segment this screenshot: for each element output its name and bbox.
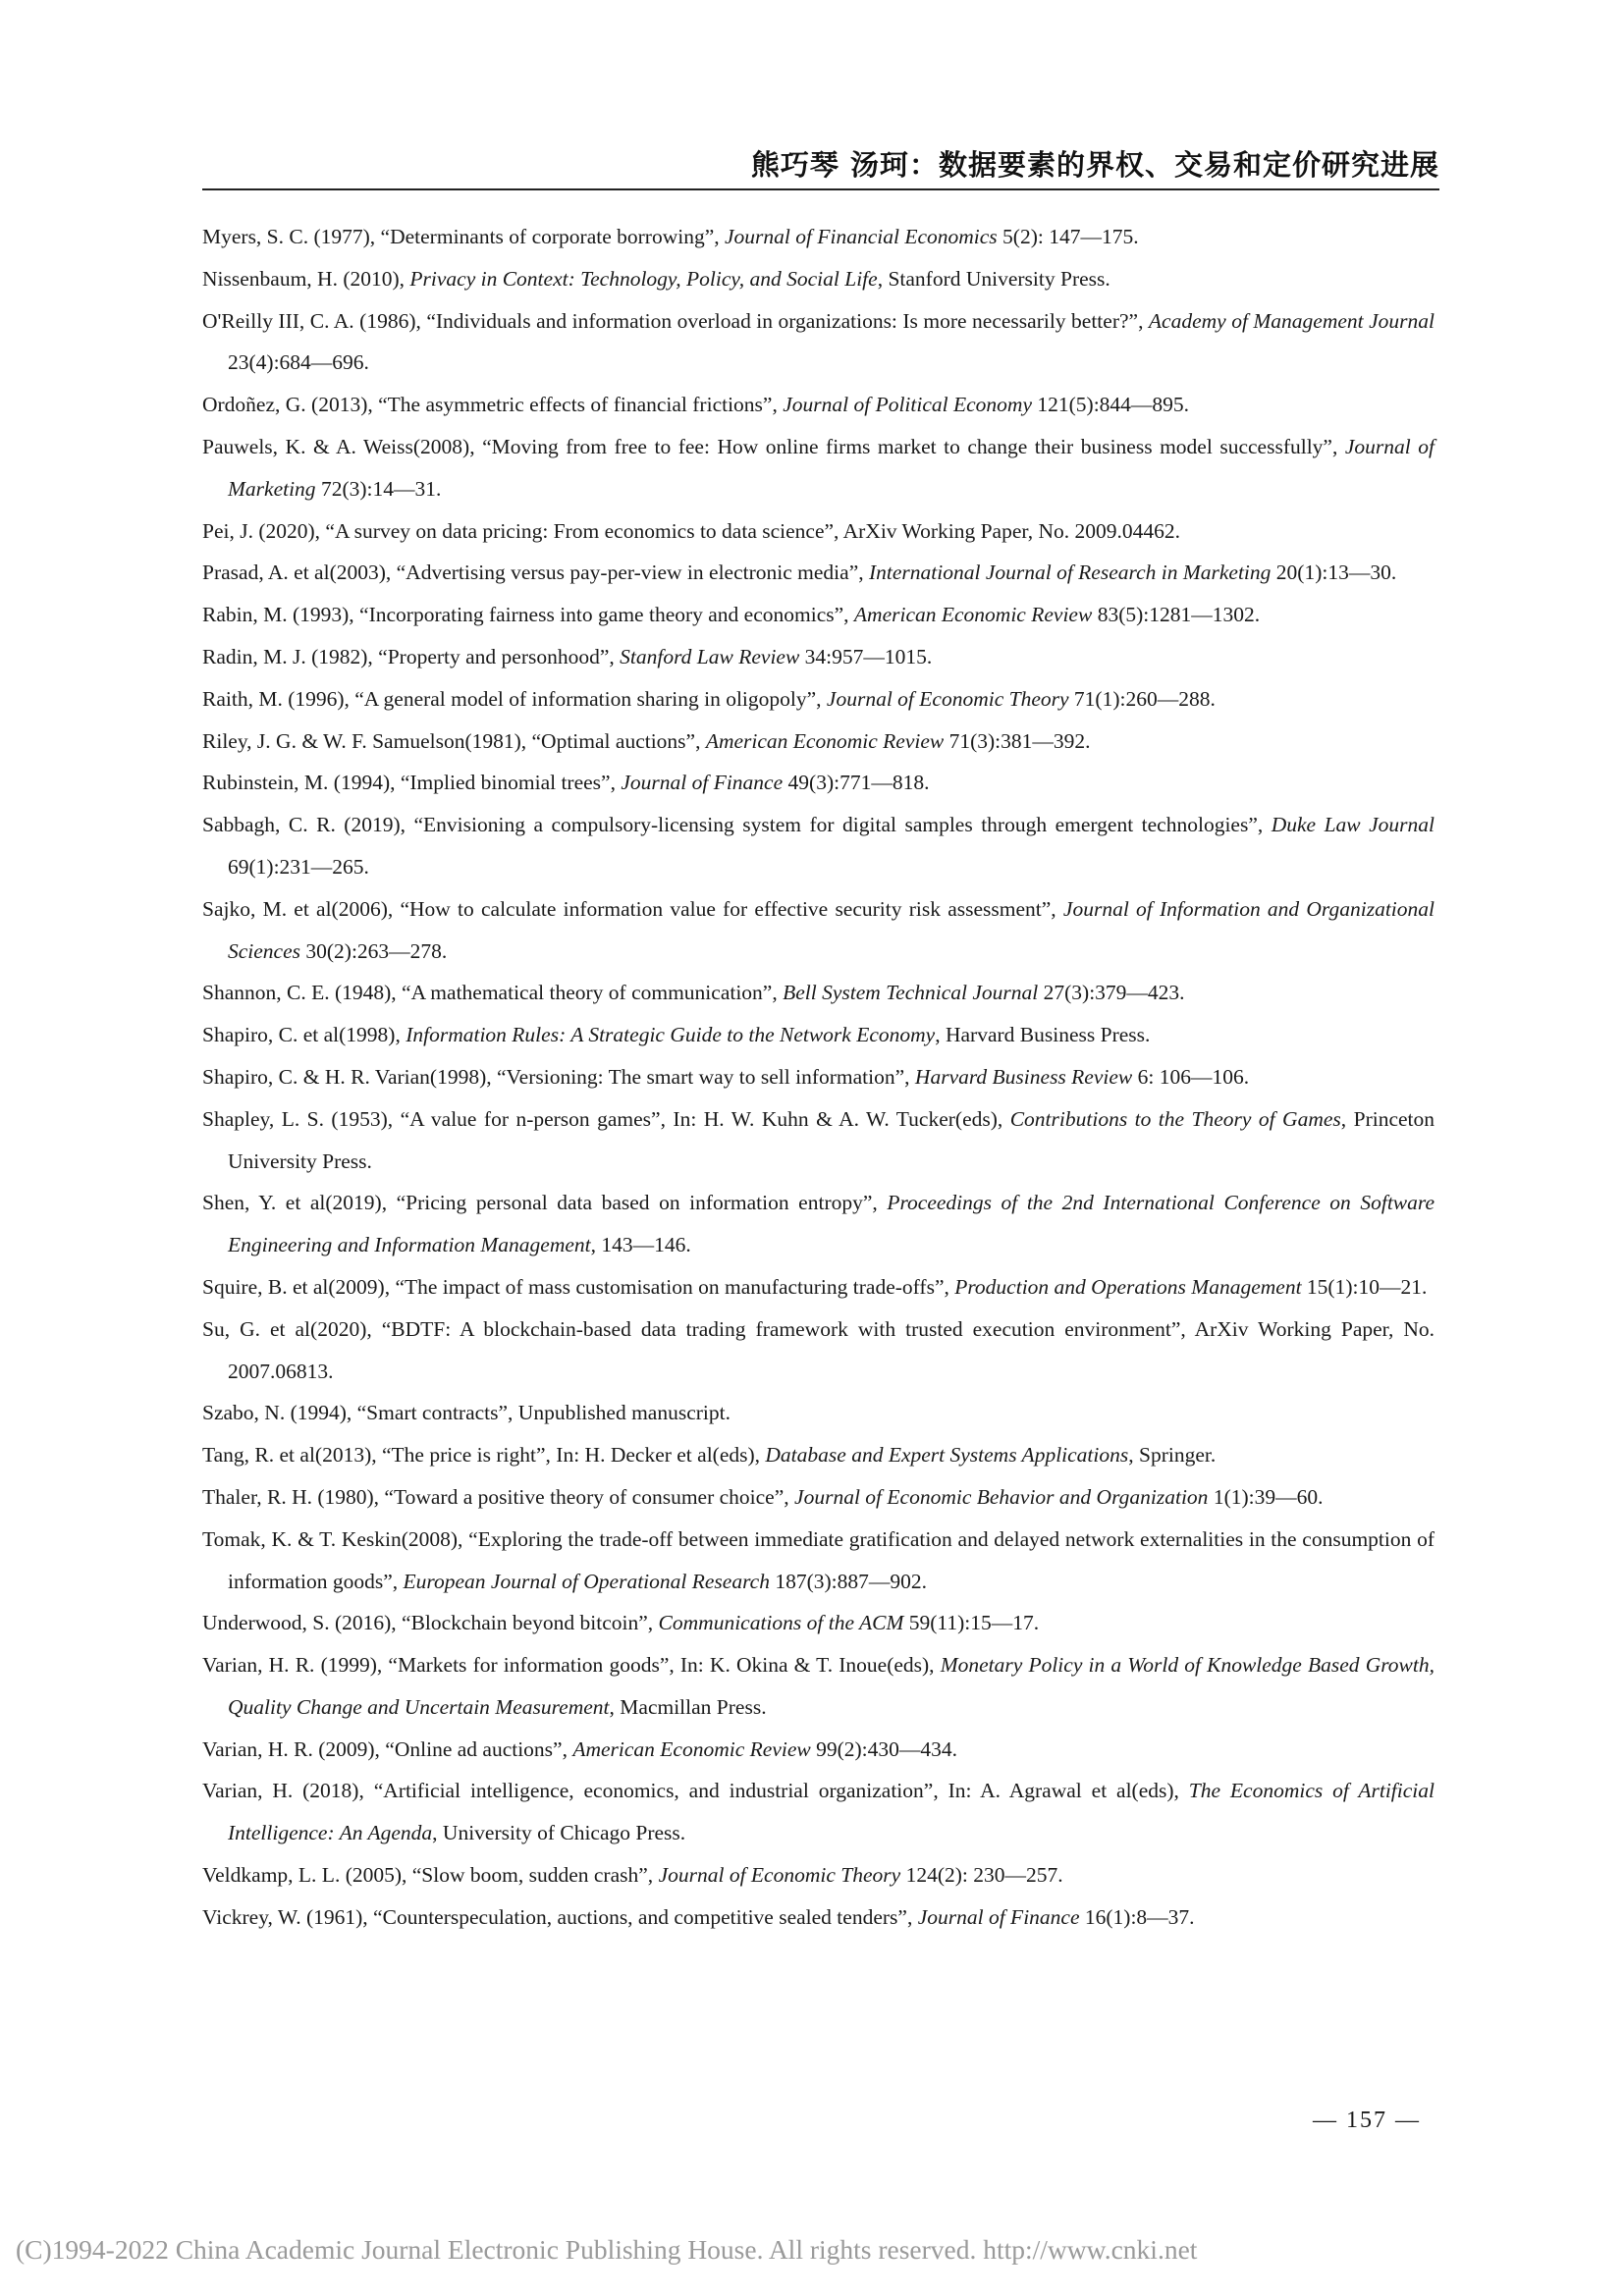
reference-entry <box>202 384 1435 426</box>
reference-locator: 71(1):260—288. <box>1068 686 1216 711</box>
reference-entry <box>202 216 1435 258</box>
reference-text: Sajko, M. et al(2006), “How to calculate information value for effective security risk assessment”, <box>202 896 1063 921</box>
reference-source: European Journal of Operational Research <box>403 1569 770 1593</box>
copyright-watermark: (C)1994-2022 China Academic Journal Electronic Publishing House. All rights reserved. http://www.cnki.net <box>16 2234 1198 2265</box>
reference-locator: 5(2): 147—175. <box>997 225 1139 248</box>
reference-source: Harvard Business Review <box>914 1064 1133 1089</box>
reference-locator: , Princeton University Press. <box>228 1106 1435 1173</box>
reference-text: Pei, J. (2020), “A survey on data pricing: From economics to data science”, ArXiv Working Paper, No. 2009.04462. <box>202 518 1180 543</box>
reference-source: International Journal of Research in Marketing <box>868 561 1272 585</box>
reference-locator: 124(2): 230—257. <box>900 1863 1063 1888</box>
reference-locator: 71(3):381—392. <box>944 728 1091 753</box>
reference-locator: 49(3):771—818. <box>783 771 930 795</box>
reference-source: Journal of Finance <box>621 771 784 795</box>
reference-entry <box>202 636 1435 678</box>
reference-text: Sabbagh, C. R. (2019), “Envisioning a compulsory-licensing system for digital samples through emergent technologies”, <box>202 813 1272 837</box>
reference-text: Shapley, L. S. (1953), “A value for n-person games”, In: H. W. Kuhn & A. W. Tucker(eds), <box>202 1106 1010 1131</box>
reference-locator: 187(3):887—902. <box>769 1569 927 1593</box>
reference-locator: 27(3):379—423. <box>1038 981 1185 1005</box>
reference-locator: , Macmillan Press. <box>609 1694 767 1719</box>
reference-entry <box>202 972 1435 1014</box>
reference-locator: 121(5):844—895. <box>1032 393 1190 417</box>
reference-source: Journal of Economic Theory <box>658 1863 901 1888</box>
reference-text: Varian, H. R. (1999), “Markets for information goods”, In: K. Okina & T. Inoue(eds), <box>202 1653 941 1678</box>
reference-source: Journal of Economic Theory <box>826 686 1069 711</box>
reference-source: Journal of Finance <box>917 1904 1080 1929</box>
reference-locator: , University of Chicago Press. <box>432 1821 686 1845</box>
reference-entry <box>202 1392 1435 1434</box>
reference-text: Shapiro, C. et al(1998), <box>202 1023 406 1047</box>
reference-locator: 83(5):1281—1302. <box>1092 603 1261 627</box>
reference-locator: 72(3):14—31. <box>315 476 442 501</box>
reference-text: Nissenbaum, H. (2010), <box>202 266 410 291</box>
reference-entry <box>202 426 1435 510</box>
reference-text: Szabo, N. (1994), “Smart contracts”, Unpublished manuscript. <box>202 1401 731 1425</box>
reference-text: O'Reilly III, C. A. (1986), “Individuals and information overload in organizations: Is more necessarily better?”, <box>202 308 1149 333</box>
reference-entry <box>202 594 1435 636</box>
reference-entry <box>202 804 1435 888</box>
reference-source: The Economics of Artificial Intelligence: An Agenda <box>228 1779 1435 1845</box>
reference-source: Monetary Policy in a World of Knowledge Based Growth, Quality Change and Uncertain Measurement <box>228 1653 1435 1719</box>
reference-text: Varian, H. R. (2009), “Online ad auctions”, <box>202 1736 573 1761</box>
reference-text: Shapiro, C. & H. R. Varian(1998), “Versioning: The smart way to sell information”, <box>202 1064 915 1089</box>
reference-entry <box>202 1308 1435 1393</box>
reference-text: Squire, B. et al(2009), “The impact of mass customisation on manufacturing trade-offs”, <box>202 1274 955 1299</box>
reference-source: Contributions to the Theory of Games <box>1009 1106 1341 1131</box>
reference-locator: 1(1):39—60. <box>1208 1484 1324 1509</box>
reference-text: Pauwels, K. & A. Weiss(2008), “Moving from free to fee: How online firms market to change their business model successfully”, <box>202 434 1345 458</box>
reference-entry <box>202 678 1435 721</box>
reference-locator: , Stanford University Press. <box>877 266 1110 291</box>
reference-entry <box>202 888 1435 973</box>
reference-text: Tang, R. et al(2013), “The price is right”, In: H. Decker et al(eds), <box>202 1443 766 1468</box>
reference-list <box>202 216 1435 1939</box>
reference-text: Underwood, S. (2016), “Blockchain beyond bitcoin”, <box>202 1611 659 1635</box>
reference-source: Academy of Management Journal <box>1148 308 1435 333</box>
reference-text: Su, G. et al(2020), “BDTF: A blockchain-based data trading framework with trusted execution environment”, ArXiv Working Paper, No. 2007.06813. <box>202 1316 1435 1383</box>
reference-source: Database and Expert Systems Applications <box>765 1443 1129 1468</box>
reference-entry <box>202 1770 1435 1854</box>
reference-locator: 23(4):684—696. <box>228 350 369 375</box>
reference-entry <box>202 552 1435 594</box>
reference-text: Ordoñez, G. (2013), “The asymmetric effects of financial frictions”, <box>202 393 784 417</box>
reference-locator: 20(1):13—30. <box>1271 561 1397 585</box>
reference-source: Proceedings of the 2nd International Conference on Software Engineering and Information Management <box>228 1191 1435 1257</box>
reference-locator: , Springer. <box>1128 1443 1217 1468</box>
reference-source: Communications of the ACM <box>658 1611 904 1635</box>
reference-locator: 16(1):8—37. <box>1079 1904 1195 1929</box>
reference-source: Journal of Marketing <box>228 434 1435 501</box>
reference-source: Privacy in Context: Technology, Policy, and Social Life <box>409 266 878 291</box>
reference-source: American Economic Review <box>853 603 1093 627</box>
reference-source: Journal of Information and Organizational Sciences <box>228 896 1435 963</box>
reference-locator: 30(2):263—278. <box>300 938 448 963</box>
reference-text: Varian, H. (2018), “Artificial intelligence, economics, and industrial organization”, In: A. Agrawal et al(eds), <box>202 1779 1189 1803</box>
reference-entry <box>202 1896 1435 1939</box>
reference-source: Bell System Technical Journal <box>783 981 1039 1005</box>
reference-source: Journal of Economic Behavior and Organization <box>794 1484 1209 1509</box>
reference-entry <box>202 300 1435 385</box>
reference-locator: 6: 106—106. <box>1132 1064 1250 1089</box>
reference-text: Shannon, C. E. (1948), “A mathematical theory of communication”, <box>202 981 784 1005</box>
reference-source: Journal of Financial Economics <box>725 225 998 248</box>
reference-locator: , Harvard Business Press. <box>935 1023 1151 1047</box>
reference-entry <box>202 1434 1435 1476</box>
reference-locator: 34:957—1015. <box>799 644 933 668</box>
page-number: — 157 — <box>1313 2108 1421 2133</box>
reference-text: Myers, S. C. (1977), “Determinants of corporate borrowing”, <box>202 225 725 248</box>
reference-entry <box>202 1098 1435 1183</box>
reference-source: Journal of Political Economy <box>783 393 1032 417</box>
reference-entry <box>202 1602 1435 1644</box>
reference-text: Rabin, M. (1993), “Incorporating fairness into game theory and economics”, <box>202 603 854 627</box>
reference-entry <box>202 1476 1435 1519</box>
reference-locator: 69(1):231—265. <box>228 854 369 879</box>
reference-entry <box>202 1182 1435 1266</box>
reference-entry <box>202 1854 1435 1896</box>
reference-entry <box>202 1519 1435 1603</box>
reference-text: Tomak, K. & T. Keskin(2008), “Exploring the trade-off between immediate gratification and delayed network externalities in the consumption of information goods”, <box>202 1526 1435 1593</box>
reference-entry <box>202 1729 1435 1771</box>
header-divider <box>202 188 1439 190</box>
reference-locator: 99(2):430—434. <box>810 1736 958 1761</box>
reference-source: Information Rules: A Strategic Guide to the Network Economy <box>406 1023 936 1047</box>
reference-locator: 59(11):15—17. <box>903 1611 1040 1635</box>
reference-source: Production and Operations Management <box>954 1274 1302 1299</box>
reference-source: American Economic Review <box>705 728 945 753</box>
reference-text: Raith, M. (1996), “A general model of information sharing in oligopoly”, <box>202 686 827 711</box>
reference-source: American Economic Review <box>572 1736 811 1761</box>
reference-entry <box>202 510 1435 553</box>
reference-text: Veldkamp, L. L. (2005), “Slow boom, sudden crash”, <box>202 1863 659 1888</box>
reference-text: Rubinstein, M. (1994), “Implied binomial trees”, <box>202 771 622 795</box>
reference-entry <box>202 1644 1435 1729</box>
reference-entry <box>202 1014 1435 1056</box>
reference-source: Duke Law Journal <box>1271 813 1435 837</box>
reference-entry <box>202 1056 1435 1098</box>
reference-entry <box>202 1266 1435 1308</box>
reference-source: Stanford Law Review <box>620 644 800 668</box>
reference-text: Shen, Y. et al(2019), “Pricing personal data based on information entropy”, <box>202 1191 888 1215</box>
reference-entry <box>202 762 1435 804</box>
reference-text: Thaler, R. H. (1980), “Toward a positive theory of consumer choice”, <box>202 1484 795 1509</box>
reference-locator: , 143—146. <box>590 1233 691 1257</box>
reference-text: Riley, J. G. & W. F. Samuelson(1981), “Optimal auctions”, <box>202 728 706 753</box>
reference-locator: 15(1):10—21. <box>1301 1274 1428 1299</box>
reference-entry <box>202 258 1435 300</box>
reference-text: Prasad, A. et al(2003), “Advertising versus pay-per-view in electronic media”, <box>202 561 869 585</box>
running-header-title: 熊巧琴 汤珂：数据要素的界权、交易和定价研究进展 <box>750 148 1439 182</box>
reference-entry <box>202 721 1435 763</box>
reference-text: Vickrey, W. (1961), “Counterspeculation, auctions, and competitive sealed tenders”, <box>202 1904 918 1929</box>
reference-text: Radin, M. J. (1982), “Property and personhood”, <box>202 644 621 668</box>
